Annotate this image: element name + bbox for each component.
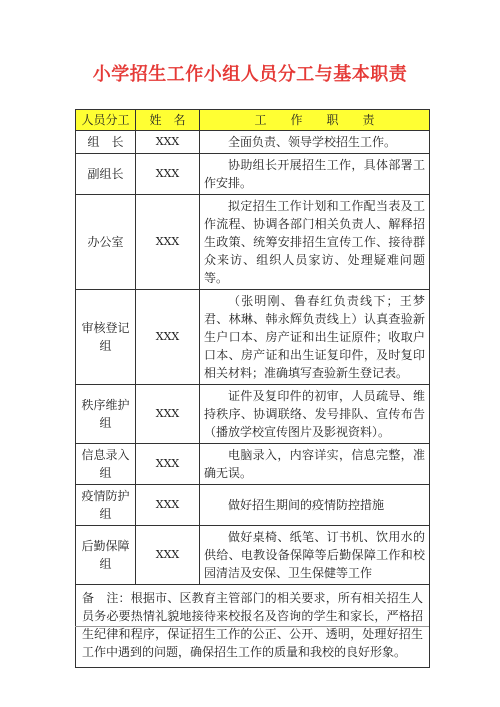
table-row: [76, 290, 430, 385]
role-cell: 审核登记组: [76, 290, 136, 385]
name-cell: XXX: [136, 131, 200, 154]
document-title: 小学招生工作小组人员分工与基本职责: [92, 64, 408, 85]
duty-text: 做好桌椅、纸笔、订书机、饮用水的供给、电教设备保障等后勤保障工作和校园清洁及安保、卫生保健等工作: [204, 530, 425, 580]
name-cell: XXX: [136, 444, 200, 485]
role-cell: 副组长: [76, 154, 136, 195]
duty-text: 做好招生期间的疫情防控措施: [228, 498, 385, 512]
role-cell: 信息录入组: [76, 444, 136, 485]
role-cell: 秩序维护组: [76, 385, 136, 444]
table-header-row: [76, 110, 430, 131]
table-row: [76, 154, 430, 195]
table-row: [76, 444, 430, 485]
duty-text: 证件及复印件的初审，人员疏导、维持秩序、协调联络、发号排队、宣传布告（播放学校宣传图片及影视资料）。: [204, 389, 425, 439]
duty-text: 电脑录入，内容详实，信息完整，准确无误。: [204, 448, 425, 480]
duty-cell: [200, 385, 430, 444]
name-cell: XXX: [136, 485, 200, 526]
duty-cell: [200, 195, 430, 290]
name-cell: XXX: [136, 385, 200, 444]
header-name: 姓 名: [136, 110, 200, 131]
table-row: [76, 195, 430, 290]
duty-cell: [200, 154, 430, 195]
table-row: [76, 385, 430, 444]
table-row: [76, 485, 430, 526]
duty-text: （张明刚、鲁春红负责线下；王梦君、林琳、韩永辉负责线上）认真查验新生户口本、房产证和出生证原件；收取户口本、房产证和出生证复印件，及时复印相关材料；准确填写查验新生登记表。: [204, 294, 425, 380]
duty-cell: [200, 444, 430, 485]
duty-text: 拟定招生工作计划和工作配当表及工作流程、协调各部门相关负责人、解释招生政策、统筹安排招生宣传工作、接待群众来访、组织人员家访、处理疑难问题等。: [204, 199, 425, 285]
role-cell: 疫情防护组: [76, 485, 136, 526]
duty-text: 协助组长开展招生工作，具体部署工作安排。: [204, 158, 425, 190]
note-text: 根据市、区教育主管部门的相关要求，所有相关招生人员务必要热情礼貌地接待来校报名及咨询的学生和家长，严格招生纪律和程序，保证招生工作的公正、公开、透明，处理好招生工作中遇到的问题，确保招生工作的质量和我校的良好形象。: [82, 591, 423, 659]
duty-cell: [200, 290, 430, 385]
duty-cell: [200, 485, 430, 526]
note-label: 备 注：: [82, 591, 131, 605]
duty-cell: [200, 526, 430, 585]
name-cell: XXX: [136, 526, 200, 585]
duty-text: 全面负责、领导学校招生工作。: [228, 135, 397, 149]
name-cell: XXX: [136, 290, 200, 385]
table-row: [76, 526, 430, 585]
footer-divider: [75, 626, 429, 627]
name-cell: XXX: [136, 154, 200, 195]
role-cell: 后勤保障组: [76, 526, 136, 585]
duty-cell: [200, 131, 430, 154]
header-duty: 工 作 职 责: [200, 110, 430, 131]
table-row: [76, 131, 430, 154]
name-cell: XXX: [136, 195, 200, 290]
role-cell: 组 长: [76, 131, 136, 154]
role-cell: 办公室: [76, 195, 136, 290]
header-role: 人员分工: [76, 110, 136, 131]
role-duty-table: [75, 109, 430, 668]
